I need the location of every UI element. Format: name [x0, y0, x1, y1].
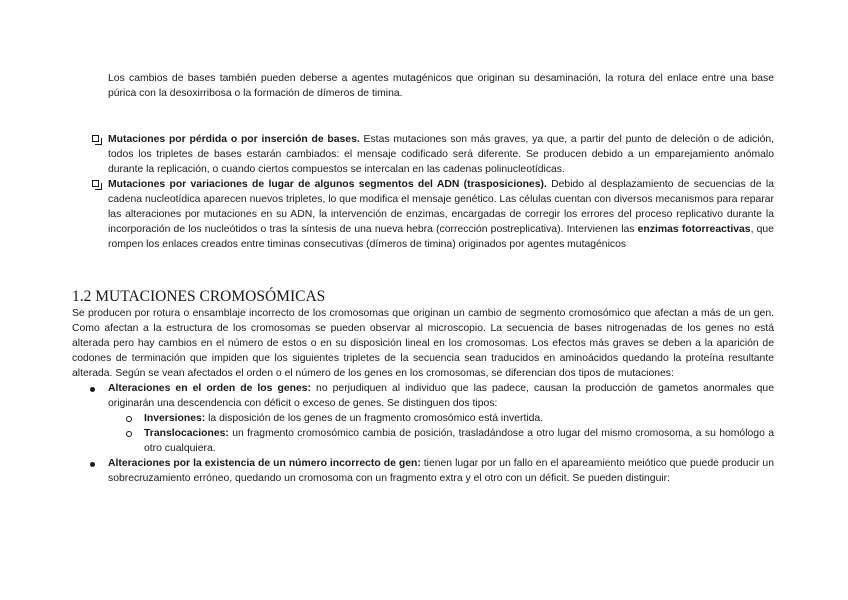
item-text: tienen lugar por un fallo en el apareamiento meiótico que puede producir un sobrecruzamiento erróneo, quedando un cromosoma con un fragmento extra y el otro con un déficit. Se pueden distinguir: [108, 458, 774, 484]
list-item [72, 456, 774, 486]
checkbox-bullet-icon [92, 180, 99, 187]
item-title: Inversiones: [144, 413, 206, 424]
list-item [90, 132, 774, 177]
sub-list [108, 411, 774, 456]
section-body [72, 306, 774, 486]
section-heading: 1.2 MUTACIONES CROMOSÓMICAS [72, 288, 326, 305]
list-item [108, 411, 774, 426]
item-text: Estas mutaciones son más graves, ya que, a partir del punto de deleción o de adición, todos los tripletes de bases estarán cambiados: el mensaje codificado será diferente. Se producen debido a un emparejamiento anómalo durante la replicación, o cuando ciertos compuestos se intercalan en las cadenas polinucleotídicas. [108, 134, 775, 175]
circle-bullet-icon [126, 431, 132, 437]
list-item [72, 381, 774, 456]
item-text: no perjudiquen al individuo que las padece, causan la producción de gametos anormales que originarán una descendencia con déficit o exceso de genes. Se distinguen dos tipos: [108, 383, 774, 409]
item-title: Alteraciones por la existencia de un número incorrecto de gen: [108, 458, 421, 469]
circle-bullet-icon [126, 416, 132, 422]
intro-paragraph: Los cambios de bases también pueden deberse a agentes mutagénicos que originan su desaminación, la rotura del enlace entre una base púrica con la desoxirribosa o la formación de dímeros de timina. [108, 73, 774, 99]
item-text: un fragmento cromosómico cambia de posición, trasladándose a otro lugar del mismo cromosoma, a su homólogo a otro cualquiera. [144, 428, 774, 454]
item-text-end: , que rompen los enlaces creados entre timinas consecutivas (dímeros de timina) originados por agentes mutagénicos [108, 224, 774, 250]
item-title: Mutaciones por variaciones de lugar de algunos segmentos del ADN (trasposiciones). [108, 179, 547, 190]
item-bold-term: enzimas fotorreactivas [637, 224, 751, 235]
item-title: Mutaciones por pérdida o por inserción de bases. [108, 134, 360, 145]
bullet-dot-icon [90, 462, 95, 467]
item-text: Debido al desplazamiento de secuencias de la cadena nucleotídica aparecen nuevos tripletes, lo que modifica el mensaje genético. Las células cuentan con diversos mecanismos para reparar las alteraciones por mutaciones en su ADN, la intervención de enzimas, encargadas de corregir los errores del proceso replicativo durante la incorporación de los nucleótidos o tras la síntesis de una nueva hebra (corrección postreplicativa). Intervienen las [108, 179, 774, 235]
section-paragraph: Se producen por rotura o ensamblaje incorrecto de los cromosomas que originan un cambio de segmento cromosómico que afectan a más de un gen. Como afectan a la estructura de los cromosomas se pueden observar al microscopio. La secuencia de bases nitrogenadas de los genes no está alterada pero hay cambios en el número de estos o en su disposición lineal en los cromosomas. Los efectos más graves se deben a la aparición de codones de terminación que impiden que los siguientes tripletes de la secuencia sean traducidos en aminoácidos quedando la proteína resultante alterada. Según se vean afectados el orden o el número de los genes en los cromosomas, se diferencian dos tipos de mutaciones: [72, 308, 774, 379]
item-text: la disposición de los genes de un fragmento cromosómico está invertida. [205, 413, 544, 424]
item-title: Alteraciones en el orden de los genes: [108, 383, 311, 394]
bullet-list [72, 381, 774, 486]
bullet-dot-icon [90, 387, 95, 392]
list-item [108, 426, 774, 456]
list-item [90, 177, 774, 252]
item-title: Translocaciones: [144, 428, 229, 439]
mutation-types-list [90, 132, 774, 252]
checkbox-bullet-icon [92, 135, 99, 142]
